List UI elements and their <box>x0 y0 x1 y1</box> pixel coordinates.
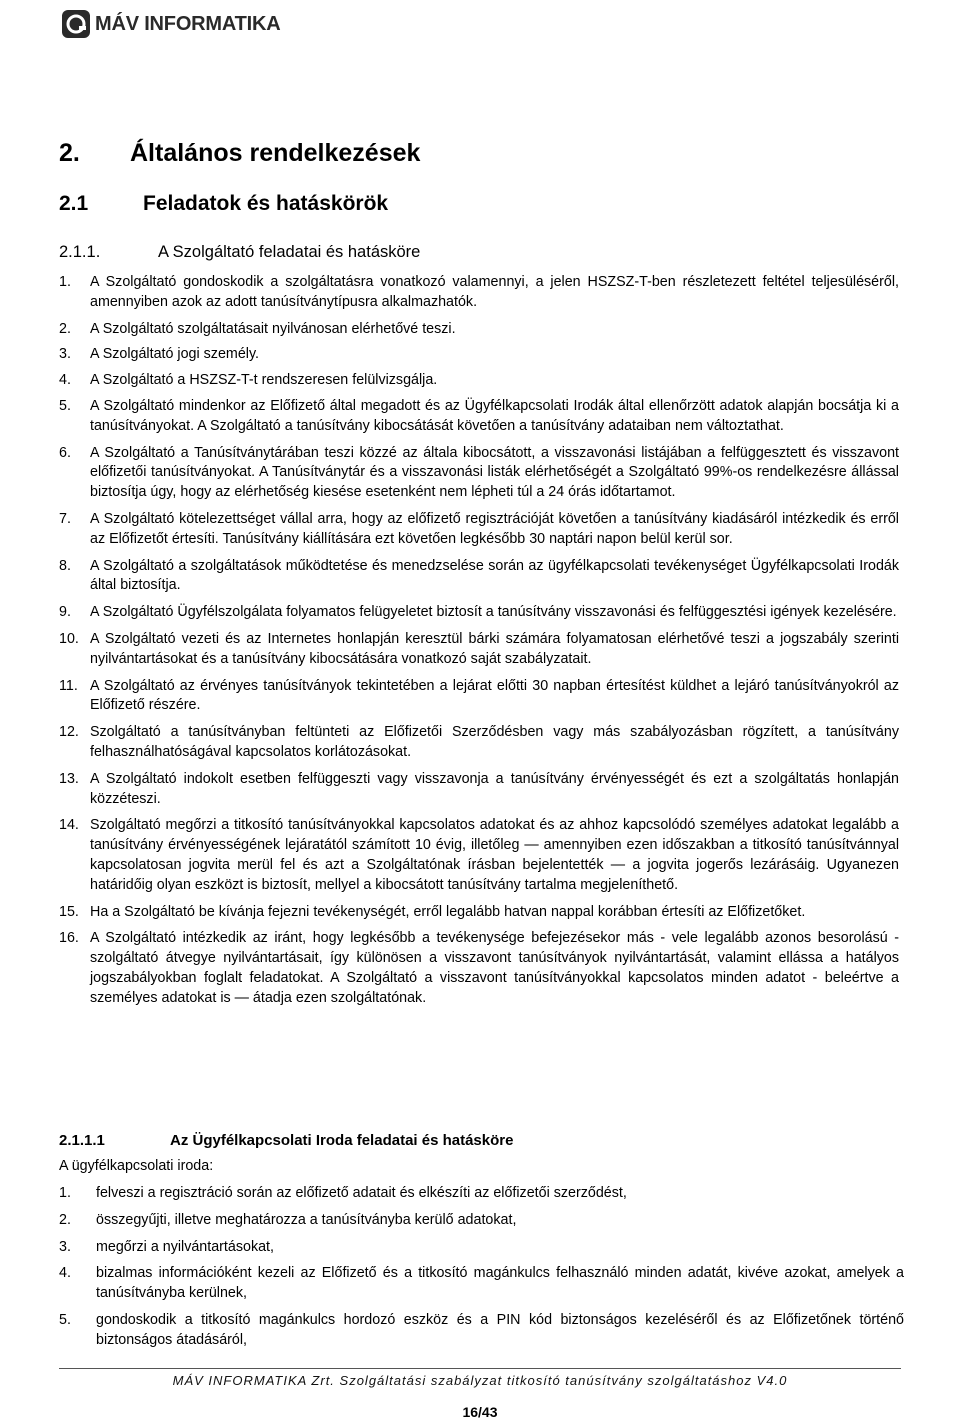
item-text: A Szolgáltató kötelezettséget vállal arra, hogy az előfizető regisztrációját követően a tanúsítvány kiadásáról intézkedik és erről az Előfizetőt értesíti. Tanúsítvány kiállítására ezt követően legkésőbb 30 naptári napon belül kerül sor. <box>90 510 899 547</box>
item-number: 7. <box>59 510 71 527</box>
list-item <box>59 1211 904 1231</box>
item-number: 13. <box>59 770 79 787</box>
section-title: Feladatok és hatáskörök <box>143 192 389 215</box>
item-text: Szolgáltató megőrzi a titkosító tanúsítványokkal kapcsolatos adatokat és az ahhoz kapcsolódó személyes adatokat legalább a tanúsítvány érvényességének lejáratától számított 10 évig, illetőleg — amennyiben ezen időszakban a titkosító tanúsítvánnyal kapcsolatosan jogvita merül fel és azt a Szolgáltatónak írásban bejelentették — a jogvita jogerős lezárásáig. Ugyanezen határidőig olyan eszközt is biztosít, mellyel a kibocsátott tanúsítvány tartalma megjeleníthető. <box>90 817 899 893</box>
item-number: 4. <box>59 372 71 389</box>
item-text: A Szolgáltató a HSZSZ-T-t rendszeresen felülvizsgálja. <box>90 372 438 389</box>
section-heading-2 <box>59 139 420 168</box>
item-text: A Szolgáltató szolgáltatásait nyilvánosan elérhetővé teszi. <box>90 320 456 337</box>
item-number: 10. <box>59 630 79 647</box>
footer-text: MÁV INFORMATIKA Zrt. Szolgáltatási szabályzat titkosító tanúsítvány szolgáltatáshoz V4.0 <box>172 1373 788 1388</box>
item-number: 4. <box>59 1265 71 1282</box>
subsection-heading-2-1 <box>59 192 388 216</box>
item-text: A Szolgáltató vezeti és az Internetes honlapján keresztül bárki számára folyamatosan elérhetővé teszi a jogszabály szerinti nyilvántartásokat és a tanúsítvány kibocsátására vonatkozó saját szabályzatait. <box>90 630 899 667</box>
item-number: 14. <box>59 817 79 834</box>
subsection-heading-2-1-1 <box>59 243 420 262</box>
item-number: 5. <box>59 1311 71 1328</box>
item-text: A Szolgáltató indokolt esetben felfüggeszti vagy visszavonja a tanúsítvány érvényességét és ezt a szolgáltatás honlapján közzéteszi. <box>90 770 899 807</box>
item-text: A Szolgáltató Ügyfélszolgálata folyamatos felügyeletet biztosít a tanúsítvány visszavonási és felfüggesztési igények kezelésére. <box>90 604 897 621</box>
office-duties-list <box>59 1184 904 1351</box>
item-number: 16. <box>59 930 79 947</box>
item-text: A Szolgáltató az érvényes tanúsítványok tekintetében a lejárat előtti 30 napban értesítést küldhet a lejáró tanúsítványokról az Előfizető részére. <box>90 677 899 714</box>
item-text: megőrzi a nyilvántartásokat, <box>96 1238 274 1255</box>
item-number: 3. <box>59 1238 71 1255</box>
item-number: 15. <box>59 903 79 920</box>
section-number: 2.1.1. <box>59 243 101 261</box>
item-text: A Szolgáltató intézkedik az iránt, hogy legkésőbb a tevékenysége befejezésekor más - vele legalább azonos besorolású - szolgáltató átvegye nyilvántartásait, így különösen a visszavont tanúsítványok nyilvántartását, valamint ellássa a hatályos jogszabályokban foglalt feladatokat. A Szolgáltató a visszavont tanúsítványokkal kapcsolatos minden adatot - beleértve a személyes adatokat is — átadja ezen szolgáltatónak. <box>90 930 899 1006</box>
section-number: 2.1 <box>59 192 89 215</box>
item-number: 12. <box>59 724 79 741</box>
list-item <box>59 444 899 503</box>
item-text: A Szolgáltató a Tanúsítványtárában teszi közzé az általa kibocsátott, a visszavonási listájában a felfüggesztett és visszavont előfizetői tanúsítványokat. A Tanúsítványtár és a visszavonási listák elérhetőségét a Szolgáltató 99%-os rendelkezésre állással biztosítja úgy, hogy az elérhetőség kiesése esetenként nem lépheti túl a 24 órás időtartamot. <box>90 444 899 501</box>
list-item <box>59 397 899 437</box>
item-text: gondoskodik a titkosító magánkulcs hordozó eszköz és a PIN kód biztonságos kezeléséről és az Előfizetőnek történő biztonságos átadásáról, <box>96 1311 904 1348</box>
subsection-heading-2-1-1-1 <box>59 1132 513 1149</box>
item-number: 5. <box>59 397 71 414</box>
list-item <box>59 557 899 597</box>
item-number: 6. <box>59 444 71 461</box>
item-text: felveszi a regisztráció során az előfizető adatait és elkészíti az előfizetői szerződést, <box>96 1185 627 1201</box>
list-item <box>59 630 899 670</box>
item-text: A Szolgáltató mindenkor az Előfizető által megadott és az Ügyfélkapcsolati Irodák által ellenőrzött adatok alapján bocsátja ki a tanúsítványokat. A Szolgáltató a tanúsítvány kibocsátását követően a tanúsítvány adataiban nem változtathat. <box>90 397 899 434</box>
item-number: 1. <box>59 274 71 290</box>
item-text: összegyűjti, illetve meghatározza a tanúsítványba kerülő adatokat, <box>96 1211 517 1228</box>
item-number: 9. <box>59 604 71 621</box>
list-item <box>59 1238 904 1258</box>
item-text: Szolgáltató a tanúsítványban feltünteti az Előfizetői Szerződésben vagy más szabályozásban rögzített, a tanúsítvány felhasználhatóságával kapcsolatos korlátozásokat. <box>90 724 899 760</box>
list-item <box>59 603 899 623</box>
list-item <box>59 273 899 313</box>
list-item <box>59 770 899 810</box>
list-intro: A ügyfélkapcsolati iroda: <box>59 1158 214 1174</box>
item-text: Ha a Szolgáltató be kívánja fejezni tevékenységét, erről legalább hatvan nappal korábban értesíti az Előfizetőket. <box>90 903 806 920</box>
company-logo <box>61 4 281 44</box>
section-title: A Szolgáltató feladatai és hatásköre <box>158 243 421 261</box>
item-number: 8. <box>59 557 71 574</box>
list-item <box>59 723 899 763</box>
mav-logo-icon <box>61 9 91 39</box>
list-item <box>59 1311 904 1351</box>
item-number: 3. <box>59 346 71 363</box>
list-item <box>59 929 899 1008</box>
list-item <box>59 1264 904 1304</box>
item-text: A Szolgáltató a szolgáltatások működtetése és menedzselése során az ügyfélkapcsolati tevékenységet Ügyfélkapcsolati Irodák által biztosítja. <box>90 557 899 594</box>
list-item <box>59 677 899 717</box>
item-number: 11. <box>59 677 78 694</box>
list-item <box>59 371 899 391</box>
page-number: 16/43 <box>462 1404 498 1420</box>
item-text: A Szolgáltató gondoskodik a szolgáltatásra vonatkozó valamennyi, a jelen HSZSZ-T-ben részletezett feltétel teljesüléséről, amennyiben azok az adott tanúsítványtípusra alkalmazhatók. <box>90 274 899 310</box>
section-number: 2. <box>59 139 80 167</box>
section-title: Általános rendelkezések <box>130 139 421 167</box>
list-item <box>59 320 899 340</box>
list-item <box>59 816 899 895</box>
footer-divider <box>59 1368 901 1369</box>
list-item <box>59 345 899 365</box>
item-number: 2. <box>59 320 71 337</box>
provider-duties-list <box>59 273 899 1009</box>
list-item <box>59 1184 904 1204</box>
logo-text: MÁV INFORMATIKA <box>95 12 281 35</box>
item-text: A Szolgáltató jogi személy. <box>90 346 260 363</box>
item-number: 2. <box>59 1211 71 1228</box>
item-number: 1. <box>59 1185 71 1201</box>
list-item <box>59 903 899 923</box>
section-title: Az Ügyfélkapcsolati Iroda feladatai és hatásköre <box>170 1132 514 1149</box>
section-number: 2.1.1.1 <box>59 1132 105 1149</box>
list-item <box>59 510 899 550</box>
item-text: bizalmas információként kezeli az Előfizető és a titkosító magánkulcs felhasználó minden adatát, kivéve azokat, amelyek a tanúsítványba kerülnek, <box>96 1265 904 1302</box>
